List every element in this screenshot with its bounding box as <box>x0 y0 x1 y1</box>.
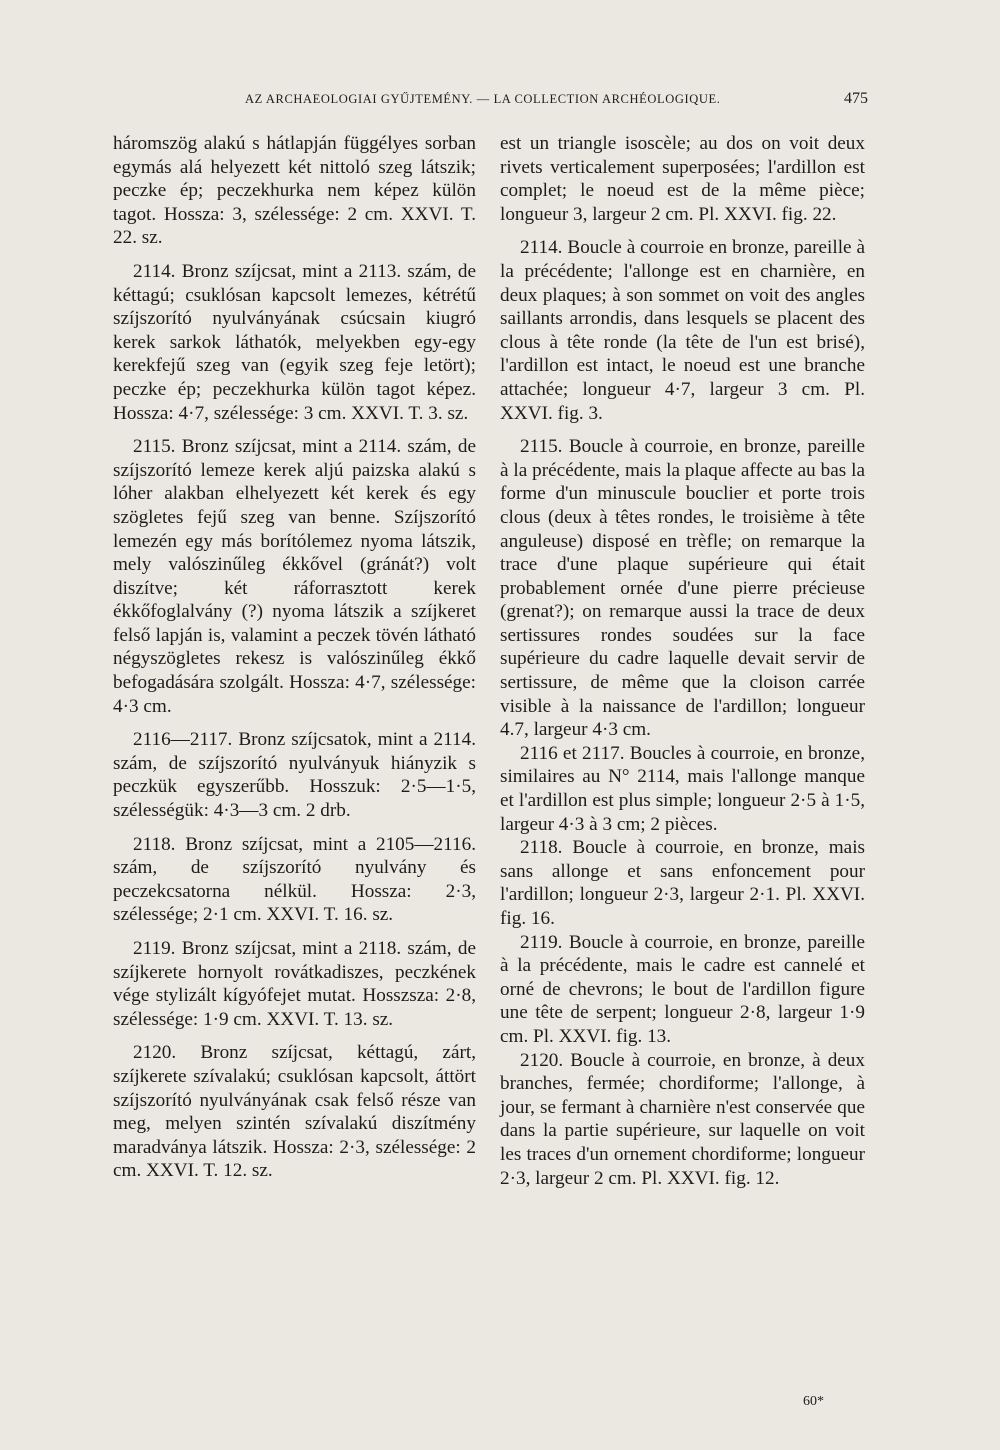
page-number: 475 <box>844 90 868 107</box>
paragraph-2119-fr: 2119. Boucle à courroie, en bronze, pareille à la précédente, mais le cadre est cannelé et orné de chevrons; le bout de l'ardillon figure une tête de serpent; longueur 2·8, largeur 1·9 cm. Pl. XXVI. fig. 13. <box>500 931 865 1047</box>
paragraph-2118-fr: 2118. Boucle à courroie, en bronze, mais sans allonge et sans enfoncement pour l'ardillon; longueur 2·3, largeur 2·1. Pl. XXVI. fig. 16. <box>500 837 865 929</box>
paragraph-2114-fr: 2114. Boucle à courroie en bronze, pareille à la précédente; l'allonge est en charnière, en deux plaques; à son sommet on voit des angles saillants arrondis, dans lesquels se placent des clous à tête ronde (la tête de l'un est brisé), l'ardillon est intact, le noeud est une branche attachée; longueur 4·7, largeur 3 cm. Pl. XXVI. fig. 3. <box>500 237 865 424</box>
paragraph-2120: 2120. Bronz szíjcsat, kéttagú, zárt, szíjkerete szívalakú; csuklósan kapcsolt, áttört szíjszorító nyulványának csak felső része van meg, melyen szintén szívalakú diszítmény maradványa látszik. Hossza: 2·3, szélessége: 2 cm. XXVI. T. 12. sz. <box>113 1042 476 1182</box>
paragraph-2113-continued: háromszög alakú s hátlapján függélyes sorban egymás alá helyezett két nittoló szeg látszik; peczke ép; peczekhurka nem képez külön tagot. Hossza: 3, szélessége: 2 cm. XXVI. T. 22. sz. <box>113 133 476 249</box>
paragraph-2114: 2114. Bronz szíjcsat, mint a 2113. szám, de kéttagú; csuklósan kapcsolt lemezes, kétrétű szíjszorító nyulványának csúcsain kiugró kerek sarkok láthatók, melyekben egy-egy kerekfejű szeg van (egyik szeg feje letört); peczke ép; peczekhurka külön tagot képez. Hossza: 4·7, szélessége: 3 cm. XXVI. T. 3. sz. <box>113 260 476 424</box>
paragraph-2120-fr: 2120. Boucle à courroie, en bronze, à deux branches, fermée; chordiforme; l'allonge, à jour, se fermant à charnière n'est conservée que dans la partie supérieure, sur laquelle on voit les traces d'un ornement chordiforme; longueur 2·3, largeur 2 cm. Pl. XXVI. fig. 12. <box>500 1049 865 1189</box>
page-header <box>110 92 868 114</box>
signature-mark: 60* <box>803 1394 824 1409</box>
paragraph-2115: 2115. Bronz szíjcsat, mint a 2114. szám, de szíjszorító lemeze kerek aljú paizska alakú s lóher alakban elhelyezett két kerek és egy szögletes fejű szeg van benne. Szíjszorító lemezén egy más borítólemez nyoma látszik, mely valószinűleg ékkővel (gránát?) volt diszítve; két ráforrasztott kerek ékkőfoglalvány (?) nyoma látszik a szíjkeret felső lapján is, valamint a peczek tövén látható négyszögletes rekesz is valószinűleg ékkő befogadására szolgált. Hossza: 4·7, szélessége: 4·3 cm. <box>113 436 476 717</box>
paragraph-2119: 2119. Bronz szíjcsat, mint a 2118. szám, de szíjkerete hornyolt rovátkadiszes, peczkének vége stylizált kígyófejet mutat. Hosszsza: 2·8, szélessége: 1·9 cm. XXVI. T. 13. sz. <box>113 938 476 1030</box>
hungarian-column <box>113 132 476 1183</box>
paragraph-2115-fr: 2115. Boucle à courroie, en bronze, pareille à la précédente, mais la plaque affecte au bas la forme d'un minuscule bouclier et porte trois clous (deux à têtes rondes, le troisième à tête anguleuse) disposé en trèfle; on remarque la trace d'une plaque supérieure qui était probablement ornée d'une pierre précieuse (grenat?); on remarque aussi la trace de deux sertissures rondes soudées sur la face supérieure du cadre laquelle devait servir de sertissure, de même que la cloison carrée visible à la naissance de l'ardillon; longueur 4.7, largeur 4·3 cm. <box>500 436 865 741</box>
french-column <box>500 132 865 1190</box>
paragraph-2113-continued-fr: est un triangle isoscèle; au dos on voit deux rivets verticalement superposées; l'ardillon est complet; le noeud est de la même pièce; longueur 3, largeur 2 cm. Pl. XXVI. fig. 22. <box>500 133 865 225</box>
paragraph-2116-2117: 2116—2117. Bronz szíjcsatok, mint a 2114. szám, de szíjszorító nyulványuk hiányzik s peczkük egyszerűbb. Hosszuk: 2·5—1·5, szélességük: 4·3—3 cm. 2 drb. <box>113 729 476 822</box>
paragraph-2116-2117-fr: 2116 et 2117. Boucles à courroie, en bronze, similaires au N° 2114, mais l'allonge manque et l'ardillon est plus simple; longueur 2·5 à 1·5, largeur 4·3 à 3 cm; 2 pièces. <box>500 742 865 835</box>
paragraph-2118: 2118. Bronz szíjcsat, mint a 2105—2116. szám, de szíjszorító nyulvány és peczekcsatorna nélkül. Hossza: 2·3, szélessége; 2·1 cm. XXVI. T. 16. sz. <box>113 833 476 926</box>
running-head: AZ ARCHAEOLOGIAI GYŰJTEMÉNY. — LA COLLECTION ARCHÉOLOGIQUE. <box>245 92 721 106</box>
